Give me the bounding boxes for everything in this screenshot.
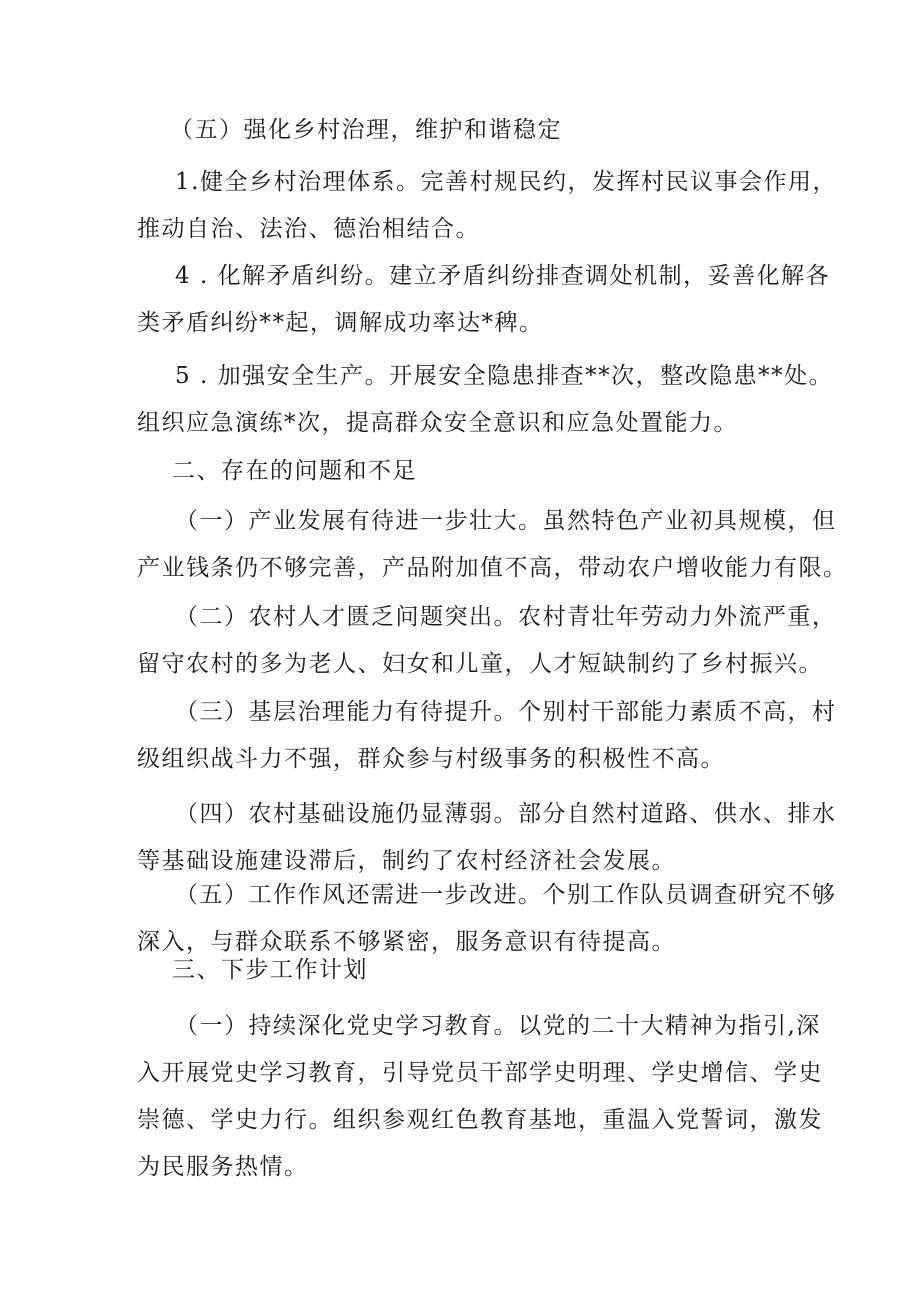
paragraph-safety-production <box>0 353 920 447</box>
text-line: 5 . 加强安全生产。开展安全隐患排查**次，整改隐患**处。 <box>175 363 834 389</box>
text-line: （三）基层治理能力有待提升。个别村干部能力素质不高，村 <box>175 699 837 725</box>
paragraph-industry-development <box>0 498 920 592</box>
section-heading-problems <box>0 448 920 495</box>
section-heading-next-steps <box>0 947 920 994</box>
paragraph-grassroots-governance <box>0 689 920 783</box>
text-line: （五）工作作风还需进一步改进。个别工作队员调查研究不够 <box>175 882 837 908</box>
text-line: 1.健全乡村治理体系。完善村规民约，发挥村民议事会作用， <box>175 169 837 195</box>
text-line: （一）产业发展有待进一步壮大。虽然特色产业初具规模，但 <box>175 508 837 534</box>
text-line: 深入，与群众联系不够紧密，服务意识有待提高。 <box>137 929 676 955</box>
text-line: 组织应急演练*次，提高群众安全意识和应急处置能力。 <box>137 410 738 436</box>
paragraph-party-history-education <box>0 1003 920 1191</box>
text-line: 入开展党史学习教育，引导党员干部学史明理、学史增信、学史 <box>137 1060 823 1086</box>
text-line: 4 . 化解矛盾纠纷。建立矛盾纠纷排查调处机制，妥善化解各 <box>175 263 831 289</box>
section-heading-strengthen-governance <box>0 107 920 154</box>
paragraph-infrastructure <box>0 791 920 885</box>
text-line: 崇德、学史力行。组织参观红色教育基地，重温入党誓词，激发 <box>137 1107 823 1133</box>
text-line: （五）强化乡村治理，维护和谐稳定 <box>170 117 562 143</box>
text-line: （二）农村人才匮乏问题突出。农村青壮年劳动力外流严重， <box>175 604 837 630</box>
text-line: （四）农村基础设施仍显薄弱。部分自然村道路、供水、排水 <box>175 801 837 827</box>
paragraph-talent-shortage <box>0 594 920 688</box>
text-line: 为民服务热情。 <box>137 1154 309 1180</box>
text-line: 级组织战斗力不强，群众参与村级事务的积极性不高。 <box>137 746 725 772</box>
text-line: 等基础设施建设滞后，制约了农村经济社会发展。 <box>137 848 676 874</box>
text-line: 留守农村的多为老人、妇女和儿童，人才短缺制约了乡村振兴。 <box>137 651 823 677</box>
text-line: 推动自治、法治、德治相结合。 <box>137 216 480 242</box>
paragraph-resolve-disputes <box>0 253 920 347</box>
text-line: （一）持续深化党史学习教育。以党的二十大精神为指引,深 <box>175 1013 821 1039</box>
text-line: 产业钱条仍不够完善，产品附加值不高，带动农户增收能力有限。 <box>137 555 848 581</box>
text-line: 类矛盾纠纷**起，调解成功率达*稗。 <box>137 310 544 336</box>
text-line: 三、下步工作计划 <box>172 957 368 983</box>
paragraph-governance-system <box>0 159 920 253</box>
text-line: 二、存在的问题和不足 <box>172 458 417 484</box>
